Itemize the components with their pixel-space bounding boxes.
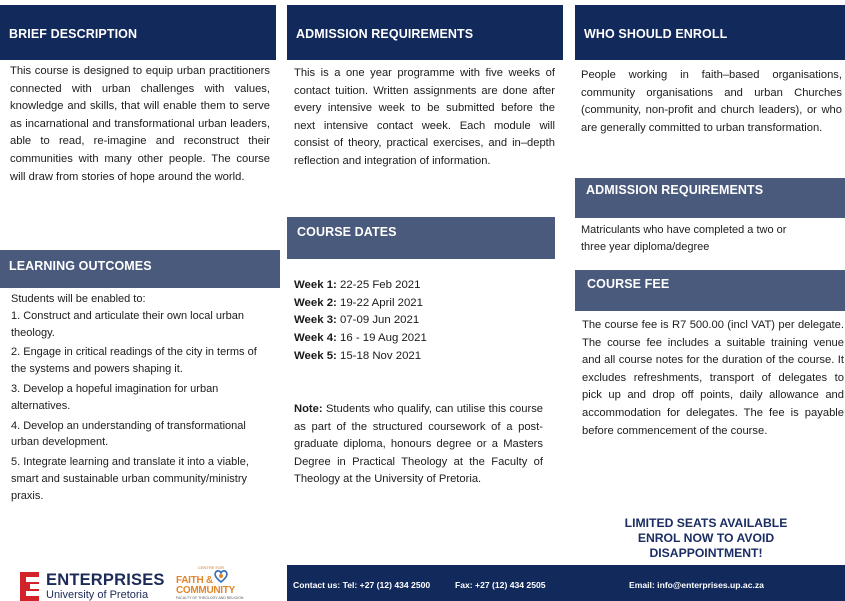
enterprises-logo-icon [20,572,39,601]
learning-outcomes-title: LEARNING OUTCOMES [9,259,152,273]
course-note [294,401,543,489]
course-fee-text: The course fee is R7 500.00 (incl VAT) per delegate. The course fee includes a suitable training venue and all course notes for the duration of the course. It excludes refreshments, transport of delegates to pick up and drop off points, daily allowance and accommodation for delegates. The fee is payable before commencement of the course. [582,319,844,437]
contact-fax: Fax: +27 (12) 434 2505 [455,580,546,590]
list-item: Week 1: 22-25 Feb 2021 [294,279,421,291]
enterprises-logo-text: ENTERPRISES [46,571,165,589]
contact-email[interactable]: Email: info@enterprises.up.ac.za [629,580,764,590]
learning-outcomes-intro: Students will be enabled to: [11,293,146,305]
heart-hands-icon [212,567,230,585]
brief-description-text: This course is designed to equip urban practitioners connected with urban challenges with values, knowledge and skills, that will enable them to serve as incarnational and transformational urban leaders, able to read, re-imagine and reconstruct their communities with many other people. The course will draw from stories of hope around the world. [10,65,270,183]
list-item: 3. Develop a hopeful imagination for urban alternatives. [11,382,219,412]
university-name: University of Pretoria [46,589,149,601]
list-item: Week 2: 19-22 April 2021 [294,296,423,309]
course-dates-title: COURSE DATES [297,225,397,239]
admission-requirements-2-title: ADMISSION REQUIREMENTS [586,183,764,197]
limited-seats-callout [606,516,806,561]
contact-footer [287,565,845,601]
admission-requirements-2-header [575,178,845,218]
list-item: 2. Engage in critical readings of the city in terms of the systems and powers shaping it. [11,346,257,376]
learning-outcomes-header [0,250,280,288]
faith-community-logo [176,565,244,601]
admission-requirements-text: This is a one year programme with five weeks of contact tuition. Written assignments are done after every intensive week to be submitted before the next intensive contact week. Each module will consist of theory, practical exercises, and in–depth reflection and integration of information. [294,67,555,167]
cta-line: LIMITED SEATS AVAILABLE [624,516,788,530]
who-should-enroll-text: People working in faith–based organisations, community organisations and urban Churches (community, non-profit and church leaders), or who are generally committed to urban transformation. [581,69,842,134]
admission-requirements-2-text: Matriculants who have completed a two or three year diploma/degree [581,224,787,253]
note-label: Note: [294,403,323,415]
course-dates-list [294,277,427,366]
course-fee-title: COURSE FEE [587,277,670,291]
cta-line: ENROL NOW TO AVOID [637,531,775,545]
list-item: Week 5: 15-18 Nov 2021 [294,349,422,362]
contact-phone[interactable]: Contact us: Tel: +27 (12) 434 2500 [293,580,431,590]
who-should-enroll-header [575,5,845,60]
brief-description-title: BRIEF DESCRIPTION [9,27,138,41]
course-dates-header [287,217,555,259]
course-fee-header [575,270,845,311]
cta-line: DISAPPOINTMENT! [649,546,763,560]
list-item: Week 3: 07-09 Jun 2021 [294,314,420,327]
faith-logo-line1: FAITH & [176,575,213,586]
list-item: 5. Integrate learning and translate it into a viable, smart and sustainable urban community/ministry praxis. [11,456,249,502]
list-item: 4. Develop an understanding of transformational urban development. [11,419,246,449]
list-item: Week 4: 16 - 19 Aug 2021 [294,332,427,345]
admission-requirements-header [287,5,563,60]
faith-logo-sub: FACULTY OF THEOLOGY AND RELIGION [176,596,244,600]
learning-outcomes-list [11,291,275,505]
note-text: Students who qualify, can utilise this course as part of the structured coursework of a post-graduate diploma, honours degree or a Masters Degree in Practical Theology at the Faculty of Theology at the University of Pretoria. [294,403,544,486]
list-item: 1. Construct and articulate their own local urban theology. [11,309,244,339]
faith-logo-line2: COMMUNITY [176,585,235,596]
who-should-enroll-title: WHO SHOULD ENROLL [584,27,728,41]
admission-requirements-title: ADMISSION REQUIREMENTS [296,27,474,41]
brief-description-header [0,5,276,60]
faith-logo-top: CENTRE FOR [198,565,224,570]
